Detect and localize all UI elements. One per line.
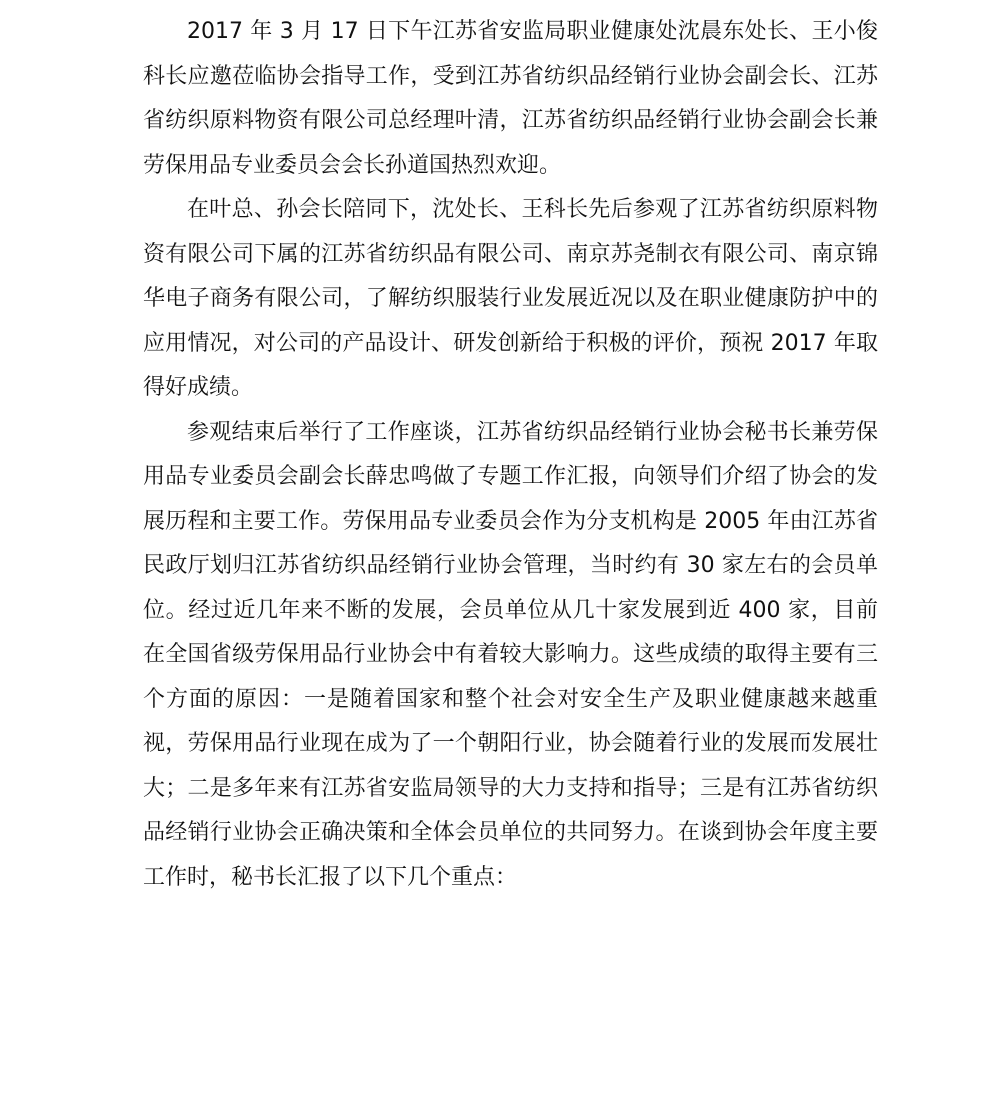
paragraph-visit-intro: 2017 年 3 月 17 日下午江苏省安监局职业健康处沈晨东处长、王小俊科长应邀莅临协会指导工作，受到江苏省纺织品经销行业协会副会长、江苏省纺织原料物资有限公司总经理叶清，江苏省纺织品经销行业协会副会长兼劳保用品专业委员会会长孙道国热烈欢迎。 [143,19,878,178]
document-body [143,10,878,900]
paragraph-work-report: 参观结束后举行了工作座谈，江苏省纺织品经销行业协会秘书长兼劳保用品专业委员会副会长薛忠鸣做了专题工作汇报，向领导们介绍了协会的发展历程和主要工作。劳保用品专业委员会作为分支机构是 2005 年由江苏省民政厅划归江苏省纺织品经销行业协会管理，当时约有 30 家左右的会员单位。经过近几年来不断的发展，会员单位从几十家发展到近 400 家，目前在全国省级劳保用品行业协会中有着较大影响力。这些成绩的取得主要有三个方面的原因：一是随着国家和整个社会对安全生产及职业健康越来越重视，劳保用品行业现在成为了一个朝阳行业，协会随着行业的发展而发展壮大；二是多年来有江苏省安监局领导的大力支持和指导；三是有江苏省纺织品经销行业协会正确决策和全体会员单位的共同努力。在谈到协会年度主要工作时，秘书长汇报了以下几个重点： [143,419,878,890]
paragraph-company-tour: 在叶总、孙会长陪同下，沈处长、王科长先后参观了江苏省纺织原料物资有限公司下属的江苏省纺织品有限公司、南京苏尧制衣有限公司、南京锦华电子商务有限公司，了解纺织服装行业发展近况以及在职业健康防护中的应用情况，对公司的产品设计、研发创新给于积极的评价，预祝 2017 年取得好成绩。 [143,197,878,400]
